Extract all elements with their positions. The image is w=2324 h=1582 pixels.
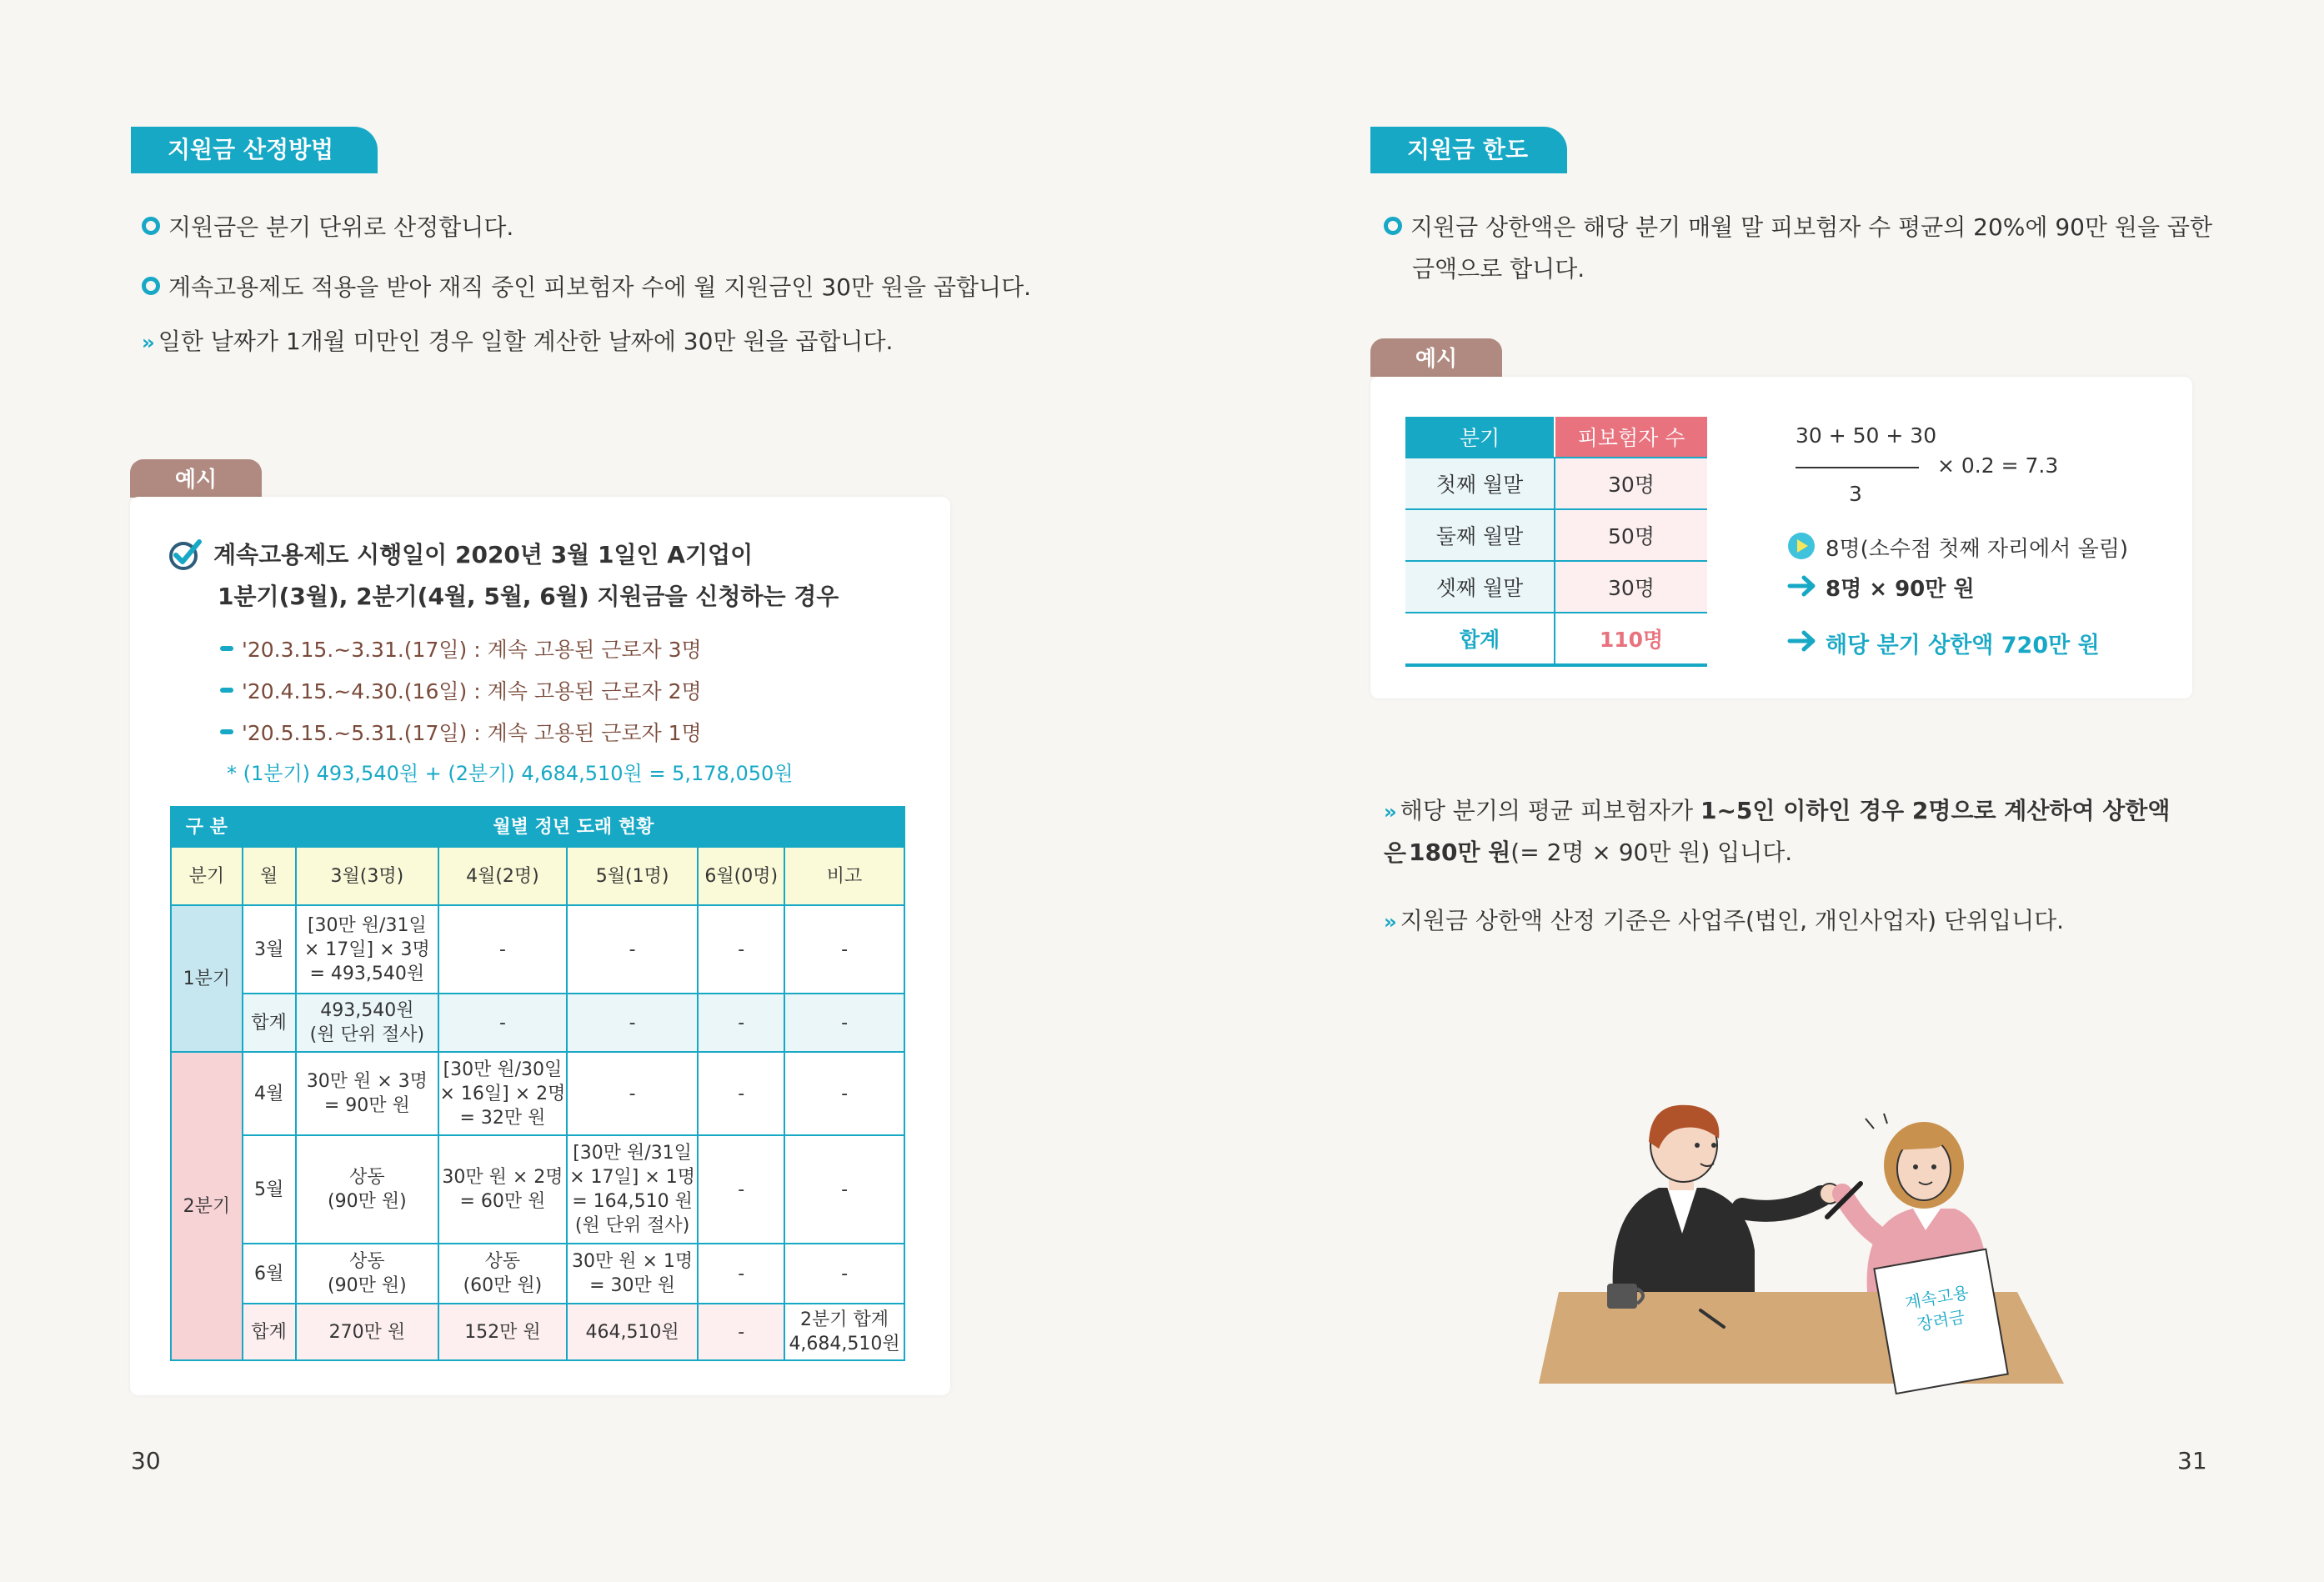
circle-bullet-icon xyxy=(142,217,160,235)
bullet-1 xyxy=(142,207,513,248)
cell-month: 합계 xyxy=(243,1304,296,1360)
note-1: ›› 해당 분기의 평균 피보험자가 1~5인 이하인 경우 2명으로 계산하여 상한액은 xyxy=(1384,797,2171,867)
dash-bullet-icon xyxy=(220,646,233,651)
monthly-table xyxy=(170,806,905,1361)
col-quarter: 분기 xyxy=(171,847,243,905)
note-2: ›› 지원금 상한액 산정 기준은 사업주(법인, 개인사업자) 단위입니다. xyxy=(1384,907,2065,934)
example-title-2: 1분기(3월), 2분기(4월, 5월, 6월) 지원금을 신청하는 경우 xyxy=(218,583,839,610)
cell-month: 4월 xyxy=(243,1052,296,1135)
table-row: 합계 493,540원 (원 단위 절사) - - - - xyxy=(171,994,904,1052)
bullet-1-text: 지원금은 분기 단위로 산정합니다. xyxy=(168,213,514,241)
bullet-2-text: 계속고용제도 적용을 받아 재직 중인 피보험자 수에 월 지원금인 30만 원을 곱합니다. xyxy=(168,273,1032,301)
note-1-cont: 180만 원(= 2명 × 90만 원) 입니다. xyxy=(1409,839,1793,866)
mug-icon xyxy=(1607,1284,1637,1309)
dash-bullet-icon xyxy=(220,729,233,734)
calc-numerator: 30 + 50 + 30 xyxy=(1796,423,1937,448)
mini-row: 둘째 월말 50명 xyxy=(1405,509,1707,561)
cell-q1: 1분기 xyxy=(171,905,243,1052)
limit-bullet xyxy=(1384,207,2212,248)
note-line xyxy=(142,321,893,363)
header-status: 월별 정년 도래 현황 xyxy=(243,807,904,847)
example-card xyxy=(130,497,950,1395)
limit-bullet-cont: 금액으로 합니다. xyxy=(1412,255,1585,283)
col-note: 비고 xyxy=(784,847,904,905)
arrow-right-icon xyxy=(1787,573,1817,598)
cell-month: 3월 xyxy=(243,905,296,994)
col-month: 월 xyxy=(243,847,296,905)
mini-header-quarter: 분기 xyxy=(1405,417,1555,458)
svg-text:장려금: 장려금 xyxy=(1915,1306,1967,1335)
col-m3: 3월(3명) xyxy=(296,847,439,905)
consultation-illustration xyxy=(1534,1084,2076,1409)
page-number-right: 31 xyxy=(2177,1447,2207,1474)
col-m6: 6월(0명) xyxy=(698,847,784,905)
period-line-3: '20.5.15.~5.31.(17일) : 계속 고용된 근로자 1명 xyxy=(220,717,702,747)
play-icon xyxy=(1787,532,1816,560)
cell-q2: 2분기 xyxy=(171,1052,243,1360)
circle-bullet-icon xyxy=(142,277,160,295)
limit-text: 해당 분기 상한액 720만 원 xyxy=(1826,633,2100,658)
svg-text:계속고용: 계속고용 xyxy=(1903,1282,1971,1314)
table-row: 1분기 3월 [30만 원/31일 × 17일] × 3명 = 493,540원 - - - - xyxy=(171,905,904,994)
table-row: 2분기 4월 30만 원 × 3명 = 90만 원 [30만 원/30일 × 16일] × 2명 = 32만 원 - - - xyxy=(171,1052,904,1135)
check-circle-icon xyxy=(168,537,203,572)
page-number-left: 30 xyxy=(131,1447,161,1474)
mini-row: 셋째 월말 30명 xyxy=(1405,561,1707,613)
period-line-1: '20.3.15.~3.31.(17일) : 계속 고용된 근로자 3명 xyxy=(220,633,702,663)
example-title-1: 계속고용제도 시행일이 2020년 3월 1일인 A기업이 xyxy=(213,541,754,568)
fraction-bar xyxy=(1796,467,1919,468)
table-row: 합계 270만 원 152만 원 464,510원 - 2분기 합계 4,684,510원 xyxy=(171,1304,904,1360)
mini-row: 첫째 월말 30명 xyxy=(1405,458,1707,509)
note-text: 일한 날짜가 1개월 미만인 경우 일할 계산한 날짜에 30만 원을 곱합니다. xyxy=(158,328,894,355)
mini-total-row: 합계 110명 xyxy=(1405,613,1707,665)
table-row: 5월 상동 (90만 원) 30만 원 × 2명 = 60만 원 [30만 원/31일 × 17일] × 1명 = 164,510 원 (원 단위 절사) - - xyxy=(171,1135,904,1244)
col-m4: 4월(2명) xyxy=(438,847,567,905)
round-text: 8명(소수점 첫째 자리에서 올림) xyxy=(1826,537,2129,562)
header-gubun: 구 분 xyxy=(171,807,243,847)
cell-month: 합계 xyxy=(243,994,296,1052)
example-tab: 예시 xyxy=(130,459,262,498)
section-tab-limit: 지원금 한도 xyxy=(1370,127,1567,173)
period-line-2: '20.4.15.~4.30.(16일) : 계속 고용된 근로자 2명 xyxy=(220,675,702,705)
circle-bullet-icon xyxy=(1384,217,1402,235)
table-row: 6월 상동 (90만 원) 상동 (60만 원) 30만 원 × 1명 = 30만 원 - - xyxy=(171,1244,904,1304)
cell-month: 6월 xyxy=(243,1244,296,1304)
limit-example-card xyxy=(1370,377,2192,698)
summary-line: * (1분기) 493,540원 + (2분기) 4,684,510원 = 5,178,050원 xyxy=(227,762,794,785)
document-paper xyxy=(1874,1249,2007,1394)
bullet-2 xyxy=(142,267,1031,308)
double-chevron-icon: ›› xyxy=(142,331,152,354)
limit-bullet-text: 지원금 상한액은 해당 분기 매월 말 피보험자 수 평균의 20%에 90만 원을 곱한 xyxy=(1410,213,2213,241)
section-tab-calc-method: 지원금 산정방법 xyxy=(131,127,378,173)
man-figure xyxy=(1613,1105,1840,1292)
mult-text: 8명 × 90만 원 xyxy=(1826,577,1975,602)
double-chevron-icon: ›› xyxy=(1384,800,1394,824)
arrow-right-icon xyxy=(1787,628,1817,653)
insured-count-table xyxy=(1405,417,1707,667)
calc-denominator: 3 xyxy=(1849,482,1862,506)
example-tab-right: 예시 xyxy=(1370,338,1502,377)
cell-month: 5월 xyxy=(243,1135,296,1244)
mini-header-count: 피보험자 수 xyxy=(1555,417,1707,458)
col-m5: 5월(1명) xyxy=(567,847,699,905)
calc-result: × 0.2 = 7.3 xyxy=(1937,453,2059,478)
dash-bullet-icon xyxy=(220,688,233,693)
double-chevron-icon: ›› xyxy=(1384,910,1394,934)
